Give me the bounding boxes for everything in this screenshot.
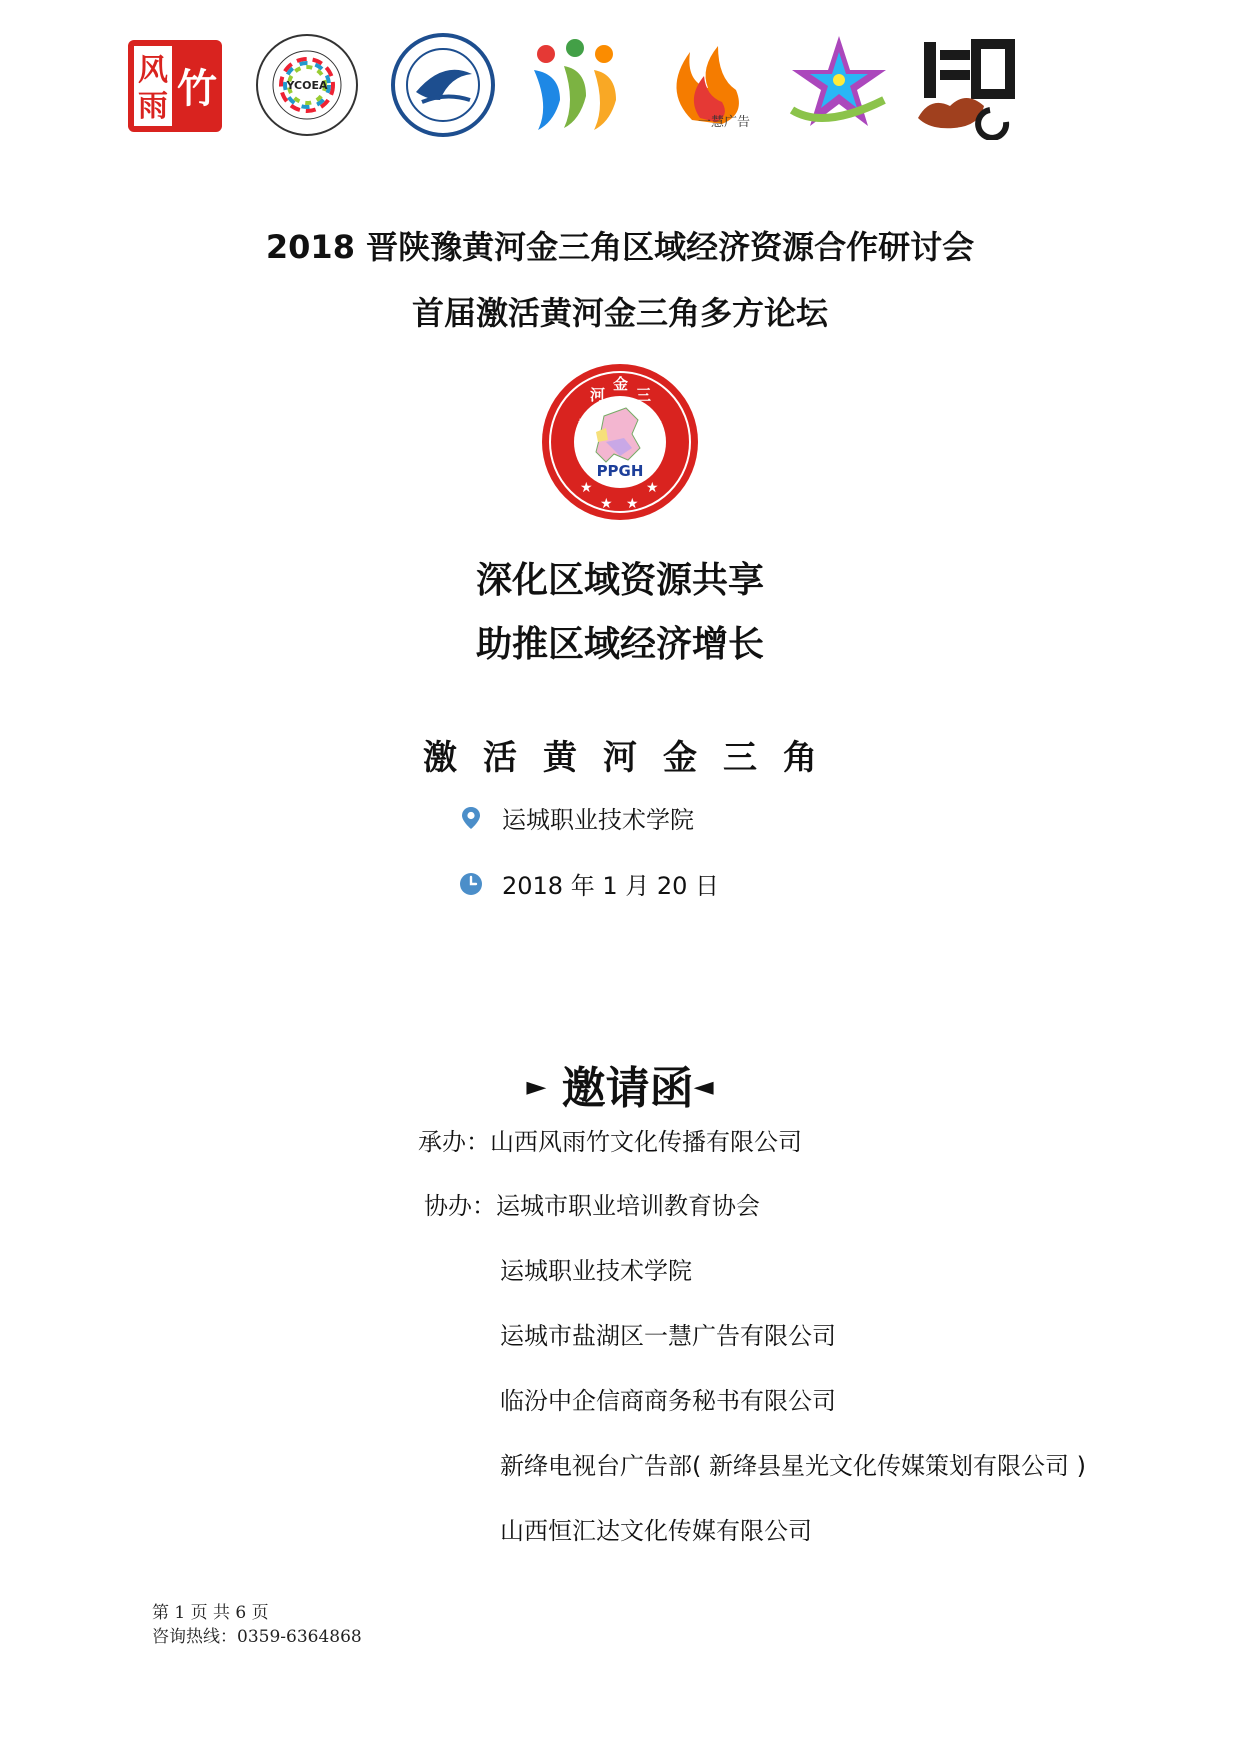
co-organizer-label: 协办： <box>424 1192 496 1220</box>
co-organizer-item: 临汾中企信商商务秘书有限公司 <box>500 1387 836 1415</box>
date-text: 2018 年 1 月 20 日 <box>502 872 720 900</box>
co-organizer-item: 运城市职业培训教育协会 <box>496 1192 760 1220</box>
forum-subtitle: 首届激活黄河金三角多方论坛 <box>411 294 828 332</box>
star-icon: ★ <box>626 496 639 512</box>
ppgh-emblem <box>540 362 700 522</box>
host-organizer <box>418 1122 802 1157</box>
svg-text:一慧广告: 一慧广告 <box>697 115 751 130</box>
sponsor-logo-row <box>120 30 1130 160</box>
svg-text:竹: 竹 <box>177 65 217 112</box>
star-icon: ★ <box>600 496 613 512</box>
fengyuzhu-logo <box>120 30 230 140</box>
right-pointer-icon: ► <box>526 1072 547 1102</box>
location-text: 运城职业技术学院 <box>502 806 694 834</box>
svg-text:YCOEA: YCOEA <box>286 79 328 92</box>
co-organizer-item: 运城市盐湖区一慧广告有限公司 <box>500 1322 836 1350</box>
emblem-char-5: 角 <box>648 416 664 434</box>
yuncheng-polytechnic-logo <box>388 30 498 140</box>
host-name: 山西风雨竹文化传播有限公司 <box>490 1128 802 1156</box>
xingguang-star-logo <box>784 30 894 140</box>
event-location <box>458 800 694 835</box>
ycoea-logo <box>252 30 362 140</box>
svg-text:雨: 雨 <box>138 89 168 124</box>
invitation-title: 邀请函 <box>561 1063 694 1114</box>
invitation-heading <box>0 1052 1240 1116</box>
host-label: 承办： <box>418 1128 490 1156</box>
hotline: 咨询热线：0359-6364868 <box>152 1627 362 1647</box>
page-number: 第 1 页 共 6 页 <box>152 1603 269 1623</box>
emblem-char-4: 三 <box>636 386 652 404</box>
co-organizer-item: 山西恒汇达文化传媒有限公司 <box>500 1517 812 1545</box>
yihui-ad-logo <box>652 30 762 140</box>
emblem-code: PPGH <box>596 462 644 480</box>
henghuida-logo <box>910 30 1020 140</box>
headline: 激活黄河金三角 <box>423 738 843 778</box>
co-organizer-item: 运城职业技术学院 <box>500 1257 692 1285</box>
emblem-char-3: 金 <box>613 375 629 393</box>
event-date <box>458 866 719 901</box>
left-pointer-icon: ◄ <box>693 1072 714 1102</box>
star-icon: ★ <box>580 480 593 496</box>
slogan-line-1: 深化区域资源共享 <box>475 560 764 601</box>
co-organizer-item: 新绛电视台广告部( 新绛县星光文化传媒策划有限公司 ) <box>500 1452 1086 1480</box>
svg-text:风: 风 <box>138 53 168 88</box>
location-pin-icon <box>458 805 484 831</box>
co-organizer-row <box>424 1186 760 1221</box>
emblem-char-1: 黄 <box>578 416 594 434</box>
people-logo <box>520 30 630 140</box>
emblem-char-2: 河 <box>590 386 606 404</box>
slogan-line-2: 助推区域经济增长 <box>475 624 764 665</box>
star-icon: ★ <box>646 480 659 496</box>
clock-icon <box>458 871 484 897</box>
conference-title: 2018 晋陕豫黄河金三角区域经济资源合作研讨会 <box>265 228 975 266</box>
